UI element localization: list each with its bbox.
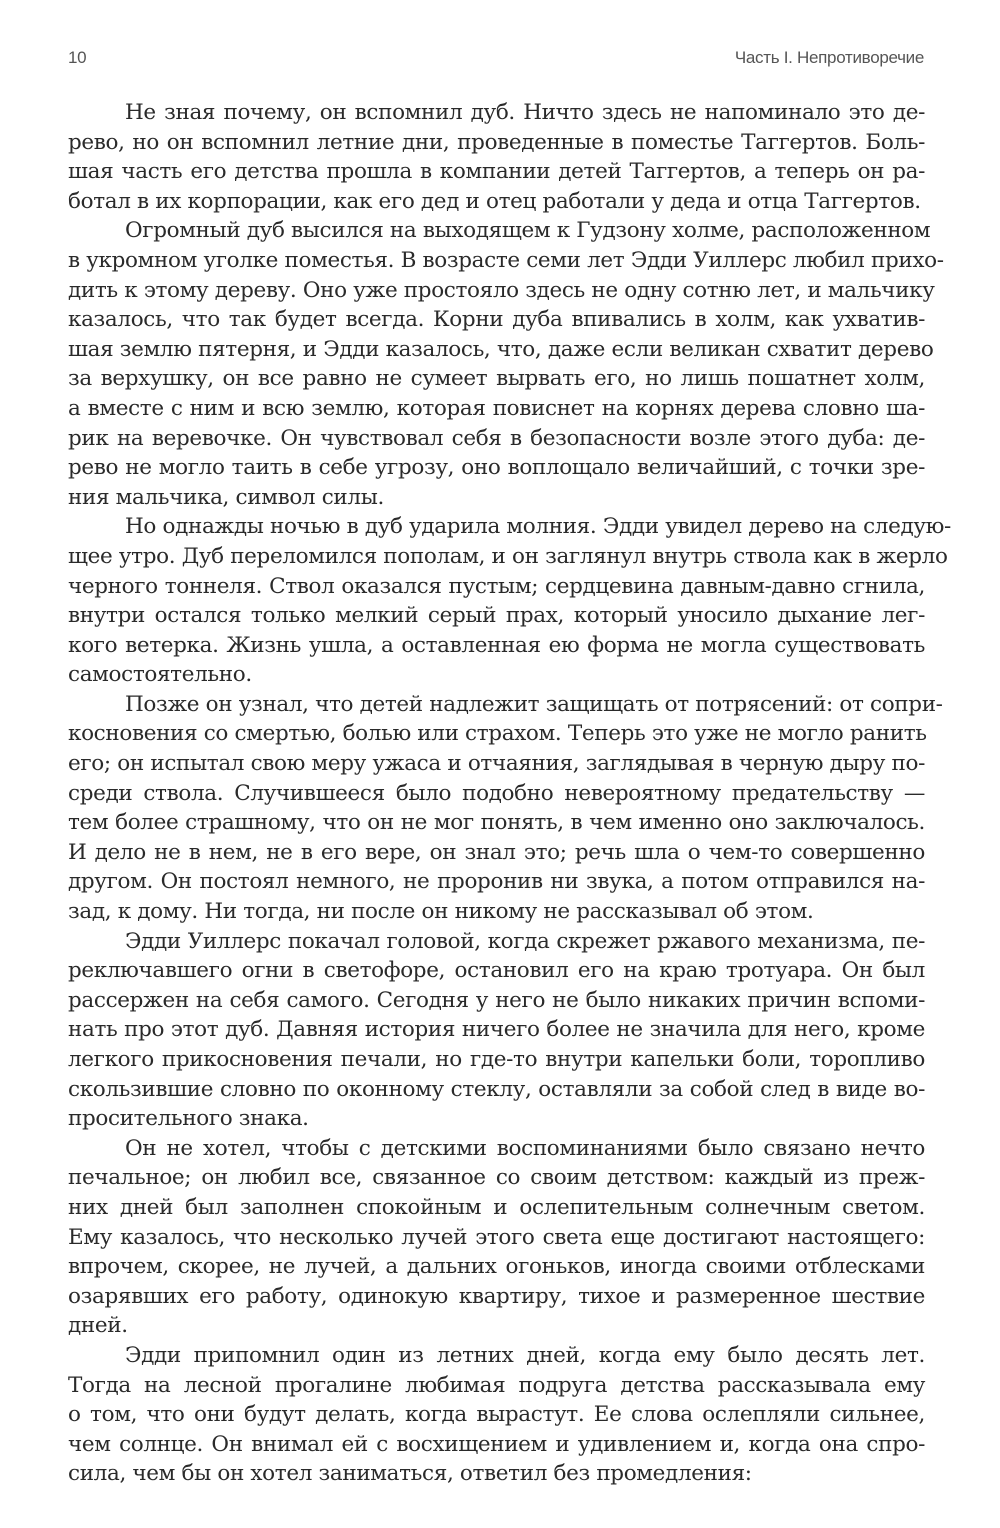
text-line: чем солнце. Он внимал ей с восхищением и удивлением и, когда она спро-	[68, 1431, 925, 1457]
text-line: шая землю пятерня, и Эдди казалось, что, даже если великан схватит дерево	[68, 336, 934, 362]
body-text	[68, 98, 951, 1489]
text-line: ния мальчика, символ силы.	[68, 484, 384, 510]
text-line: просительного знака.	[68, 1106, 309, 1132]
paragraph	[68, 927, 925, 1134]
text-line: Позже он узнал, что детей надлежит защищать от потрясений: от сопри-	[125, 691, 943, 717]
text-line: среди ствола. Случившееся было подобно невероятному предательству —	[68, 780, 925, 806]
text-line: тем более страшному, что он не мог понять, в чем именно оно заключалось.	[68, 810, 925, 836]
text-line: Не зная почему, он вспомнил дуб. Ничто здесь не напоминало это де-	[125, 100, 925, 125]
text-line: рево не могло таить в себе угрозу, оно воплощало величайший, с точки зре-	[68, 455, 925, 481]
text-line: казалось, что так будет всегда. Корни дуба впивались в холм, как ухватив-	[68, 307, 925, 333]
text-line: Ему казалось, что несколько лучей этого света еще достигают настоящего:	[68, 1224, 925, 1250]
text-line: нать про этот дуб. Давняя история ничего более не значила для него, кроме	[68, 1017, 925, 1043]
text-line: Тогда на лесной прогалине любимая подруга детства рассказывала ему	[68, 1372, 925, 1398]
text-line: И дело не в нем, не в его вере, он знал это; речь шла о чем-то совершенно	[68, 839, 925, 865]
text-line: а вместе с ним и всю землю, которая повиснет на корнях дерева словно ша-	[68, 395, 925, 421]
text-line: его; он испытал свою меру ужаса и отчаяния, заглядывая в черную дыру по-	[68, 751, 925, 777]
text-line: рево, но он вспомнил летние дни, проведенные в поместье Таггертов. Боль-	[68, 129, 925, 155]
text-line: печальное; он любил все, связанное со своим детством: каждый из преж-	[68, 1165, 925, 1191]
paragraph	[68, 1134, 925, 1341]
text-line: впрочем, скорее, не лучей, а дальних огоньков, иногда своими отблесками	[68, 1254, 925, 1280]
text-line: дить к этому дереву. Оно уже простояло здесь не одну сотню лет, и мальчику	[68, 277, 935, 303]
text-line: черного тоннеля. Ствол оказался пустым; сердцевина давным-давно сгнила,	[68, 573, 925, 599]
text-line: рассержен на себя самого. Сегодня у него не было никаких причин вспоми-	[68, 987, 925, 1013]
text-line: реключавшего огни в светофоре, остановил его на краю тротуара. Он был	[68, 958, 925, 984]
text-line: Эдди Уиллерс покачал головой, когда скрежет ржавого механизма, пе-	[125, 928, 925, 954]
text-line: самостоятельно.	[68, 662, 252, 688]
text-line: Он не хотел, чтобы с детскими воспоминаниями было связано нечто	[125, 1135, 925, 1161]
text-line: в укромном уголке поместья. В возрасте семи лет Эдди Уиллерс любил прихо-	[68, 247, 944, 273]
text-line: сила, чем бы он хотел заниматься, ответил без промедления:	[68, 1461, 752, 1487]
text-line: Огромный дуб высился на выходящем к Гудзону холме, расположенном	[125, 218, 931, 244]
text-line: дней.	[68, 1313, 128, 1339]
text-line: кого ветерка. Жизнь ушла, а оставленная ею форма не могла существовать	[68, 632, 925, 658]
paragraph	[68, 690, 943, 927]
page-number: 10	[68, 48, 87, 67]
text-line: Но однажды ночью в дуб ударила молния. Эдди увидел дерево на следую-	[125, 514, 951, 540]
paragraph	[68, 216, 944, 512]
text-line: рик на веревочке. Он чувствовал себя в безопасности возле этого дуба: де-	[68, 425, 925, 451]
running-head: Часть I. Непротиворечие	[734, 48, 924, 67]
text-line: озарявших его работу, одинокую квартиру, тихое и размеренное шествие	[68, 1283, 925, 1309]
paragraph	[68, 512, 951, 690]
text-line: шая часть его детства прошла в компании детей Таггертов, а теперь он ра-	[68, 159, 925, 185]
text-line: косновения со смертью, болью или страхом. Теперь это уже не могло ранить	[68, 721, 927, 747]
text-line: скользившие словно по оконному стеклу, оставляли за собой след в виде во-	[68, 1076, 925, 1102]
paragraph	[68, 1341, 925, 1489]
text-line: ботал в их корпорации, как его дед и отец работали у деда и отца Таггертов.	[68, 188, 921, 214]
text-line: за верхушку, он все равно не сумеет вырвать его, но лишь пошатнет холм,	[68, 366, 925, 392]
text-line: другом. Он постоял немного, не проронив ни звука, а потом отправился на-	[68, 869, 925, 895]
text-line: легкого прикосновения печали, но где-то внутри капельки боли, торопливо	[68, 1047, 925, 1072]
text-line: внутри остался только мелкий серый прах, который уносило дыхание лег-	[68, 603, 925, 629]
text-line: о том, что они будут делать, когда вырастут. Ее слова ослепляли сильнее,	[68, 1402, 925, 1428]
text-line: них дней был заполнен спокойным и ослепительным солнечным светом.	[68, 1194, 925, 1220]
text-line: Эдди припомнил один из летних дней, когда ему было десять лет.	[125, 1342, 925, 1368]
text-line: зад, к дому. Ни тогда, ни после он никому не рассказывал об этом.	[68, 899, 814, 925]
text-line: щее утро. Дуб переломился пополам, и он заглянул внутрь ствола как в жерло	[68, 543, 948, 569]
paragraph	[68, 98, 925, 216]
